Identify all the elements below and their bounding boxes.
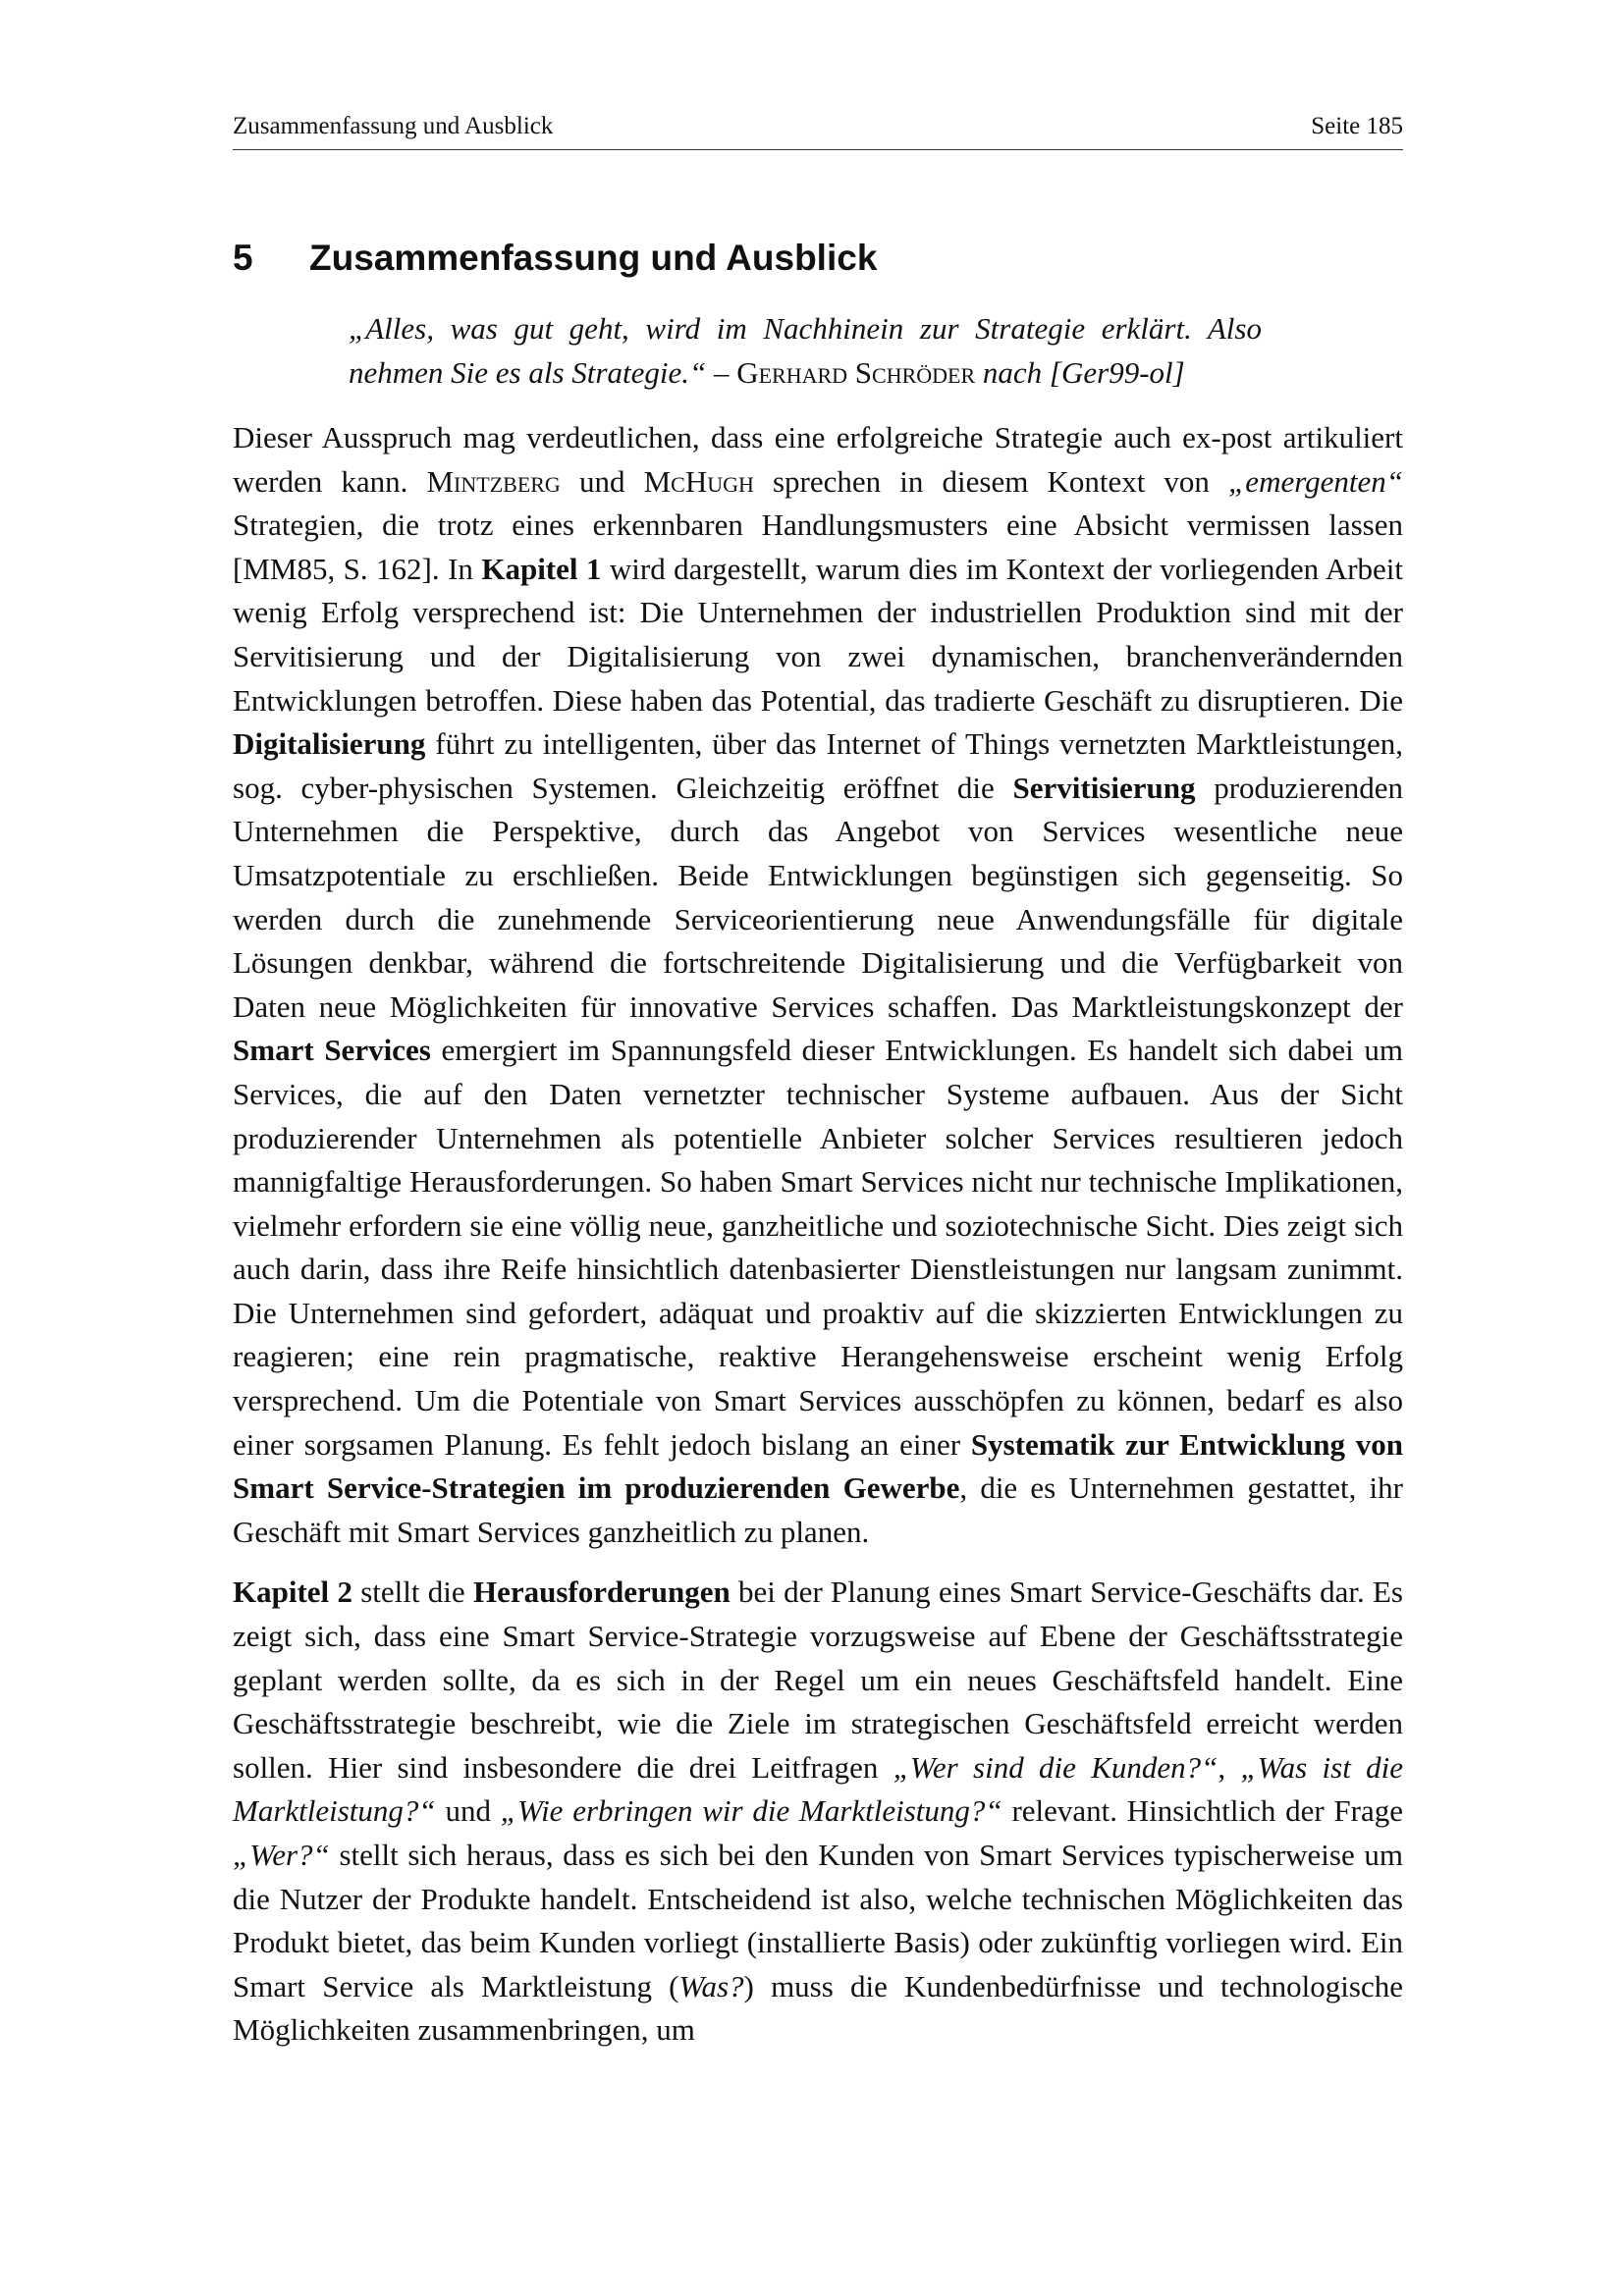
chapter-title: Zusammenfassung und Ausblick	[309, 238, 878, 278]
p2-text-4: stellt sich heraus, dass es sich bei den Kunden von Smart Services typischerweise um die Nutzer der Produkte handelt. Entscheidend ist also, welche technischen Möglichkeiten das Produkt bietet, das beim Kunden vorliegt (installierte Basis) oder zukünftig vorliegen wird. Ein Smart Service als Marktleistung (	[233, 1838, 1403, 2003]
chapter-number: 5	[233, 238, 253, 278]
p1-text-5: führt zu intelligenten, über das Internet of Things vernetzten Marktleistungen, sog. cyber-physischen Systemen. Gleichzeitig eröffnet die	[233, 726, 1403, 805]
p1-text-3: Strategien, die trotz eines erkennbaren Handlungsmusters eine Absicht vermissen lassen [MM85, S. 162]. In	[233, 507, 1403, 586]
running-header	[233, 110, 1403, 150]
term-servitisierung: Servitisierung	[1012, 770, 1196, 805]
epigraph	[349, 306, 1262, 395]
term-smart-services: Smart Services	[233, 1033, 431, 1068]
p2-and: und	[435, 1793, 501, 1829]
term-emergent: „emergenten“	[1228, 463, 1403, 499]
p1-text-2: sprechen in diesem Kontext von	[753, 463, 1229, 499]
question-wer-sind-die-kunden: „Wer sind die Kunden?“	[893, 1749, 1218, 1785]
term-digitalisierung: Digitalisierung	[233, 726, 426, 762]
running-title: Zusammenfassung und Ausblick	[233, 113, 554, 139]
p1-text-6: produzierenden Unternehmen die Perspektive, durch das Angebot von Services wesentliche neue Umsatzpotentiale zu erschließen. Beide Entwicklungen begünstigen sich gegenseitig. So werden durch die zunehmende Serviceorientierung neue Anwendungsfälle für digitale Lösungen denkbar, während die fortschreitende Digitalisierung und die Verfügbarkeit von Daten neue Möglichkeiten für innovative Services schaffen. Das Marktleistungskonzept der	[233, 770, 1403, 1024]
term-systematik: Systematik zur Entwicklung von Smart Service-Strategien im produzierenden Gewerbe	[233, 1426, 1403, 1506]
epigraph-dash: –	[706, 355, 737, 390]
body-text	[233, 416, 1403, 2069]
p2-text-2: bei der Planung eines Smart Service-Geschäfts dar. Es zeigt sich, dass eine Smart Service-Strategie vorzugsweise auf Ebene der Geschäftsstrategie geplant werden sollte, da es sich in der Regel um ein neues Geschäftsfeld handelt. Eine Geschäftsstrategie beschreibt, wie die Ziele im strategischen Geschäftsfeld erreicht werden sollen. Hier sind insbesondere die drei Leitfragen	[233, 1575, 1403, 1785]
author-mchugh: McHugh	[643, 463, 754, 499]
term-herausforderungen: Herausforderungen	[472, 1575, 731, 1610]
epigraph-quote: „Alles, was gut geht, wird im Nachhinein zur Strategie erklärt. Also nehmen Sie es als Strategie.“	[349, 311, 1262, 390]
question-wer: „Wer?“	[233, 1838, 330, 1872]
p1-and: und	[560, 463, 644, 499]
page-number: Seite 185	[1311, 113, 1403, 139]
p2-text-1: stellt die	[352, 1575, 473, 1610]
epigraph-source: nach [Ger99-ol]	[975, 355, 1185, 390]
p2-text-3: relevant. Hinsichtlich der Frage	[1001, 1793, 1404, 1829]
p1-text-8: , die es Unternehmen gestattet, ihr Geschäft mit Smart Services ganzheitlich zu planen.	[233, 1470, 1403, 1549]
p1-text-7: emergiert im Spannungsfeld dieser Entwicklungen. Es handelt sich dabei um Services, die auf den Daten vernetzter technischer Systeme aufbauen. Aus der Sicht produzierender Unternehmen als potentielle Anbieter solcher Services resultieren jedoch mannigfaltige Herausforderungen. So haben Smart Services nicht nur technische Implikationen, vielmehr erfordern sie eine völlig neue, ganzheitliche und soziotechnische Sicht. Dies zeigt sich auch darin, dass ihre Reife hinsichtlich datenbasierter Dienstleistungen nur langsam zunimmt. Die Unternehmen sind gefordert, adäquat und proaktiv auf die skizzierten Entwicklungen zu reagieren; eine rein pragmatische, reaktive Herangehensweise erscheint wenig Erfolg versprechend. Um die Potentiale von Smart Services ausschöpfen zu können, bedarf es also einer sorgsamen Planung. Es fehlt jedoch bislang an einer	[233, 1033, 1404, 1462]
ref-kapitel-1: Kapitel 1	[481, 551, 602, 586]
question-wie-erbringen-wir: „Wie erbringen wir die Marktleistung?“	[500, 1793, 1002, 1829]
p1-text-4: wird dargestellt, warum dies im Kontext der vorliegenden Arbeit wenig Erfolg versprechend ist: Die Unternehmen der industriellen Produktion sind mit der Servitisierung und der Digitalisierung von zwei dynamischen, branchenverändernden Entwicklungen betroffen. Diese haben das Potential, das tradierte Geschäft zu disruptieren. Die	[233, 551, 1404, 718]
ref-kapitel-2: Kapitel 2	[233, 1575, 352, 1610]
p1-text-1: Dieser Ausspruch mag verdeutlichen, dass eine erfolgreiche Strategie auch ex-post artikuliert werden kann.	[233, 420, 1403, 499]
paragraph-2	[233, 1571, 1403, 2053]
paragraph-1	[233, 416, 1403, 1554]
p2-text-5: ) muss die Kundenbedürfnisse und technologische Möglichkeiten zusammenbringen, um	[233, 1968, 1403, 2048]
question-was: Was?	[678, 1968, 744, 2003]
author-mintzberg: Mintzberg	[426, 463, 561, 499]
epigraph-author: Gerhard Schröder	[736, 355, 976, 390]
p2-comma: ,	[1218, 1749, 1241, 1785]
question-was-ist-die-marktleistung: „Was ist die Marktleistung?“	[233, 1749, 1403, 1829]
